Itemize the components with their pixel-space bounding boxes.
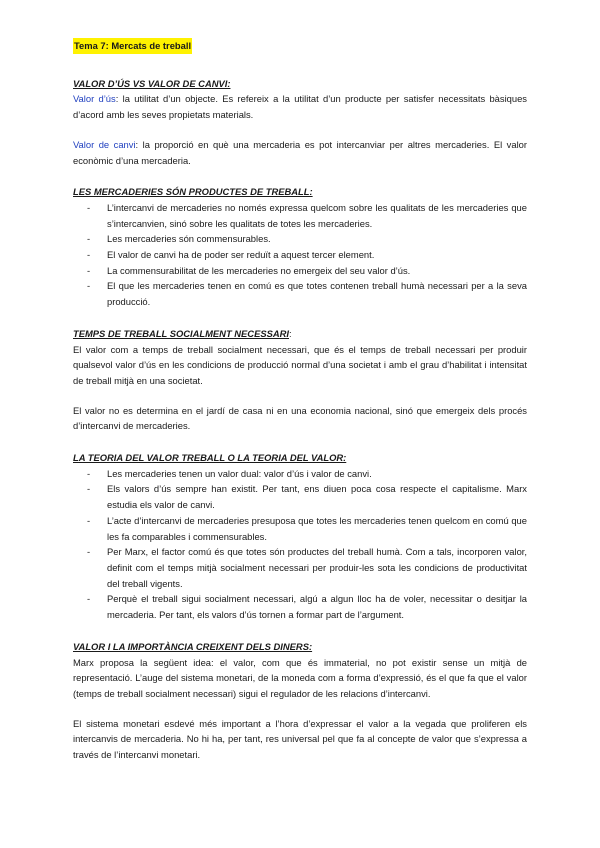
section-heading-mercaderies: LES MERCADERIES SÓN PRODUCTES DE TREBALL: — [73, 186, 313, 198]
paragraph: Marx proposa la següent idea: el valor, com que és immaterial, no pot existir sense un mitjà de representació. L’auge del sistema monetari, de la moneda com a forma d’expressió, és el que fa que el valor (temps de treball socialment necessari) sigui el regulador de les relacions d’intercanvi. — [73, 656, 527, 699]
list-item: - El valor de canvi ha de poder ser reduït a aquest tercer element. — [73, 247, 527, 263]
term-valor-canvi: Valor de canvi — [73, 138, 136, 150]
section-heading-temps: TEMPS DE TREBALL SOCIALMENT NECESSARI — [73, 327, 289, 339]
bullet-list-teoria-valor — [73, 466, 527, 623]
section-heading-teoria-valor: LA TEORIA DEL VALOR TREBALL O LA TEORIA DEL VALOR: — [73, 452, 347, 464]
term-valor-us: Valor d’ús — [73, 93, 116, 105]
section-heading-diners: VALOR I LA IMPORTÀNCIA CREIXENT DELS DINERS: — [73, 640, 313, 652]
paragraph: El sistema monetari esdevé més important a l’hora d’expressar el valor a la vegada que proliferen els intercanvis de mercaderia. No hi ha, per tant, res universal pel que fa al concepte de valor que s’expressa a través de l’intercanvi monetari. — [73, 717, 527, 761]
definition-valor-us — [73, 91, 527, 122]
list-item: - L’acte d’intercanvi de mercaderies presuposa que totes les mercaderies tenen quelcom en comú que les fa comparables i commensurables. — [73, 513, 527, 544]
list-item: - La commensurabilitat de les mercaderies no emergeix del seu valor d’ús. — [73, 263, 527, 279]
section-heading-row-temps — [73, 326, 527, 342]
definition-text: : la proporció en què una mercaderia es pot intercanviar per altres mercaderies. El valor econòmic d’una mercaderia. — [73, 138, 527, 166]
list-item: - El que les mercaderies tenen en comú es que totes contenen treball humà necessari per a la seva producció. — [73, 278, 527, 309]
list-item: - Perquè el treball sigui socialment necessari, algú a algun lloc ha de voler, necessitar o desitjar la mercaderia. Per tant, els valors d’ús tornen a formar part de l’argument. — [73, 591, 527, 622]
paragraph: El valor no es determina en el jardí de casa ni en una economia nacional, sinó que emergeix dels procés d’intercanvi de mercaderies. — [73, 404, 527, 432]
definition-valor-canvi — [73, 137, 527, 168]
list-item: - L’intercanvi de mercaderies no només expressa quelcom sobre les qualitats de les mercaderies que s’intercanvien, sinó sobre les qualitats de totes les mercaderies. — [73, 200, 527, 231]
list-item: - Els valors d’ús sempre han existit. Per tant, ens diuen poca cosa respecte el capitalisme. Marx estudia els valor de canvi. — [73, 481, 527, 512]
paragraph: El valor com a temps de treball socialment necessari, que és el temps de treball necessari per produir qualsevol valor d’ús en les condicions de producció normal d’una societat i amb el grau d’habilitat i intensitat de treball mitjà en una societat. — [73, 343, 527, 386]
list-item: - Les mercaderies tenen un valor dual: valor d’ús i valor de canvi. — [73, 466, 527, 482]
document-title: Tema 7: Mercats de treball — [73, 38, 192, 54]
heading-colon: : — [289, 327, 292, 339]
list-item: - Les mercaderies són commensurables. — [73, 231, 527, 247]
section-heading-valor-us-vs-canvi: VALOR D’ÚS VS VALOR DE CANVI: — [73, 77, 231, 89]
list-item: - Per Marx, el factor comú és que totes són productes del treball humà. Com a tals, incorporen valor, definit com el temps mitjà socialment necessari per produir-les sota les condicions de productivitat del treball vigents. — [73, 544, 527, 591]
definition-text: : la utilitat d’un objecte. Es refereix a la utilitat d’un producte per satisfer necessitats bàsiques d’acord amb les seves propietats materials. — [73, 93, 527, 121]
bullet-list-mercaderies — [73, 200, 527, 310]
